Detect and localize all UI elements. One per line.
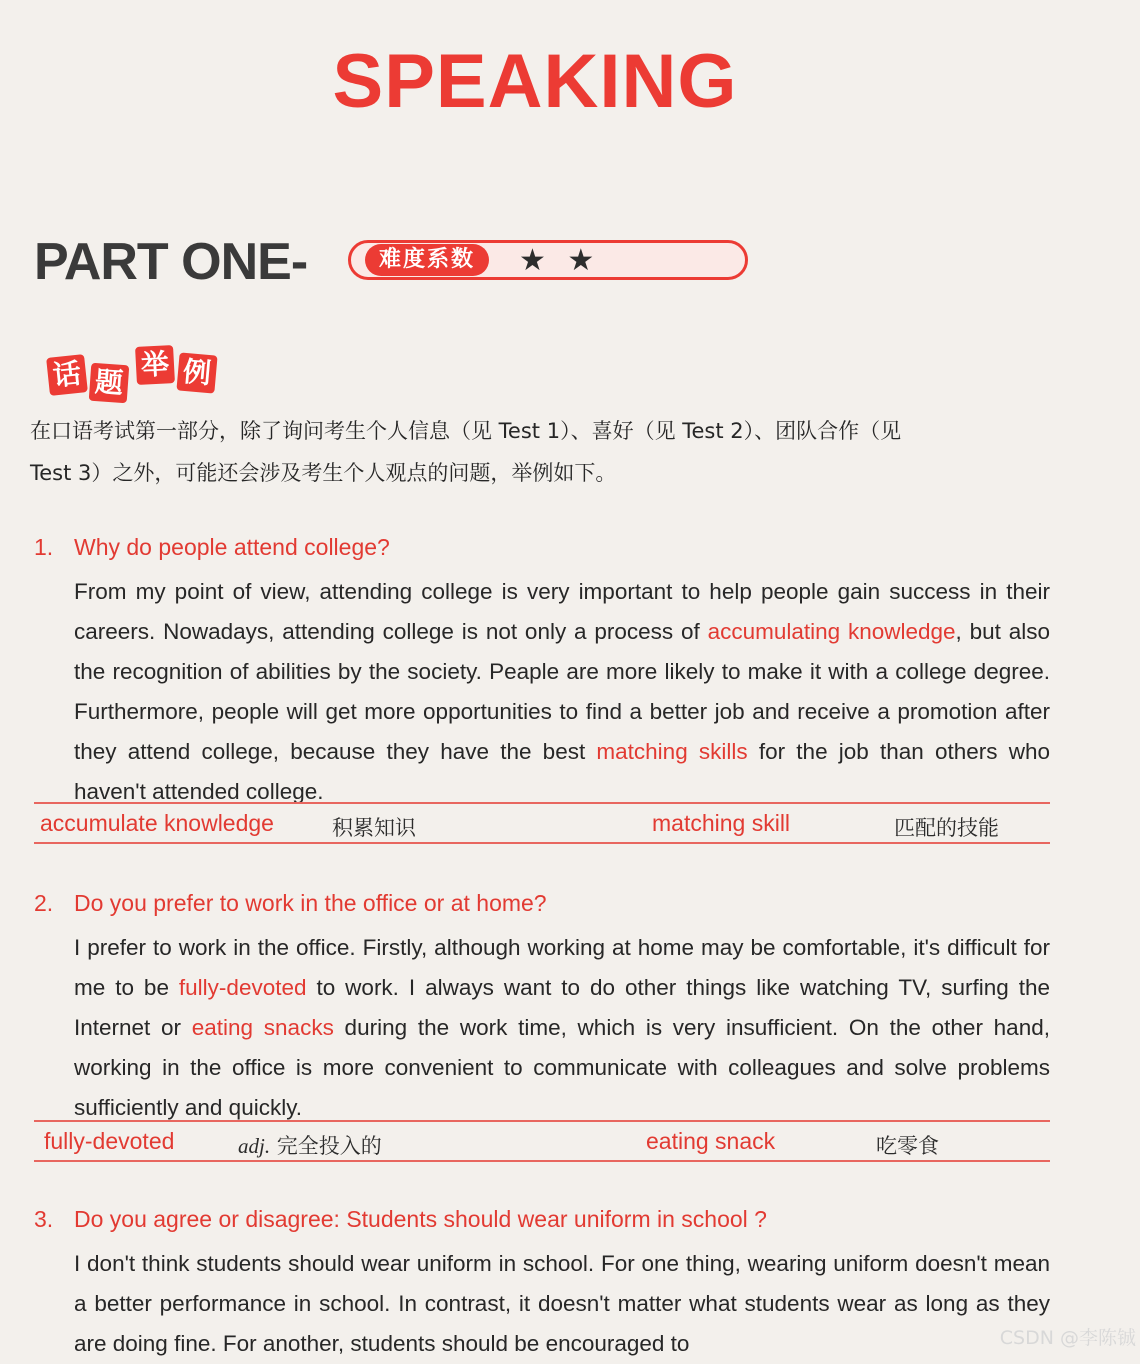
answer-text: to work. I always want to do other things like watching TV, surfing the Internet or xyxy=(74,975,1050,1040)
question-heading xyxy=(34,890,1050,928)
vocab-term: matching skill xyxy=(652,810,791,836)
part-title: PART ONE- xyxy=(34,233,308,291)
vocab-term: eating snack xyxy=(646,1128,776,1154)
answer-text: for the job than others who haven't attended college. xyxy=(74,739,1051,804)
question-heading xyxy=(34,1206,1050,1244)
vocab-meaning: 匹配的技能 xyxy=(894,816,999,840)
topic-examples-tag xyxy=(48,346,228,402)
vocab-pos: adj. xyxy=(238,1134,271,1158)
intro-line: Test 3）之外，可能还会涉及考生个人观点的问题，举例如下。 xyxy=(30,461,617,485)
watermark: CSDN @李陈铖 xyxy=(999,1327,1136,1349)
question-text: Why do people attend college? xyxy=(74,534,390,560)
question-text: Do you prefer to work in the office or at home? xyxy=(74,890,547,916)
answer-text: I prefer to work in the office. Firstly, although working at home may be comfortable, it's difficult for me to be xyxy=(74,935,1050,1000)
answer-text: , but also the recognition of abilities by the society. Peaple are more likely to make it with a college degree. Furthermore, people will get more opportunities to find a better job and receive a promotion after they attend college, because they have the best xyxy=(74,619,1050,764)
vocab-row xyxy=(34,1120,1050,1162)
answer-paragraph xyxy=(74,928,1050,1128)
question-number: 1. xyxy=(34,534,54,560)
question-text: Do you agree or disagree: Students should wear uniform in school ? xyxy=(74,1206,767,1232)
difficulty-label: 难度系数 xyxy=(365,244,489,276)
question-3 xyxy=(34,1206,1050,1364)
vocab-meaning: 吃零食 xyxy=(876,1134,939,1158)
page-title: SPEAKING xyxy=(332,39,738,124)
intro-paragraph xyxy=(30,410,1050,494)
topic-tag-char: 题 xyxy=(89,363,130,404)
vocab-row xyxy=(34,802,1050,844)
vocab-term: fully-devoted xyxy=(44,1128,175,1154)
topic-tag-char: 例 xyxy=(176,352,217,393)
topic-tag-char: 举 xyxy=(135,345,175,385)
vocab-meaning: 积累知识 xyxy=(332,816,416,840)
topic-tag-char: 话 xyxy=(46,354,88,396)
intro-line: 在口语考试第一部分，除了询问考生个人信息（见 Test 1）、喜好（见 Test 2）、团队合作（见 xyxy=(30,419,902,443)
highlighted-term: accumulating knowledge xyxy=(707,619,956,644)
answer-paragraph xyxy=(74,1244,1050,1364)
question-2 xyxy=(34,890,1050,1128)
difficulty-stars: ★ ★ xyxy=(519,243,601,278)
highlighted-term: eating snacks xyxy=(191,1015,334,1040)
vocab-meaning xyxy=(238,1130,382,1160)
vocab-meaning-text: 完全投入的 xyxy=(276,1134,382,1158)
question-number: 3. xyxy=(34,1206,54,1232)
answer-paragraph xyxy=(74,572,1050,812)
question-heading xyxy=(34,534,1050,572)
highlighted-term: fully-devoted xyxy=(178,975,307,1000)
highlighted-term: matching skills xyxy=(596,739,748,764)
question-number: 2. xyxy=(34,890,54,916)
answer-text: during the work time, which is very insufficient. On the other hand, working in the office is more convenient to communicate with colleagues and solve problems sufficiently and quickly. xyxy=(74,1015,1050,1120)
answer-text: From my point of view, attending college is very important to help people gain success in their careers. Nowadays, attending college is not only a process of xyxy=(74,579,1050,644)
vocab-term: accumulate knowledge xyxy=(40,810,274,836)
answer-text: I don't think students should wear uniform in school. For one thing, wearing uniform doesn't mean a better performance in school. In contrast, it doesn't matter what students wear as long as they are doing fine. For another, students should be encouraged to xyxy=(74,1251,1050,1356)
question-1 xyxy=(34,534,1050,812)
difficulty-indicator xyxy=(348,240,748,280)
